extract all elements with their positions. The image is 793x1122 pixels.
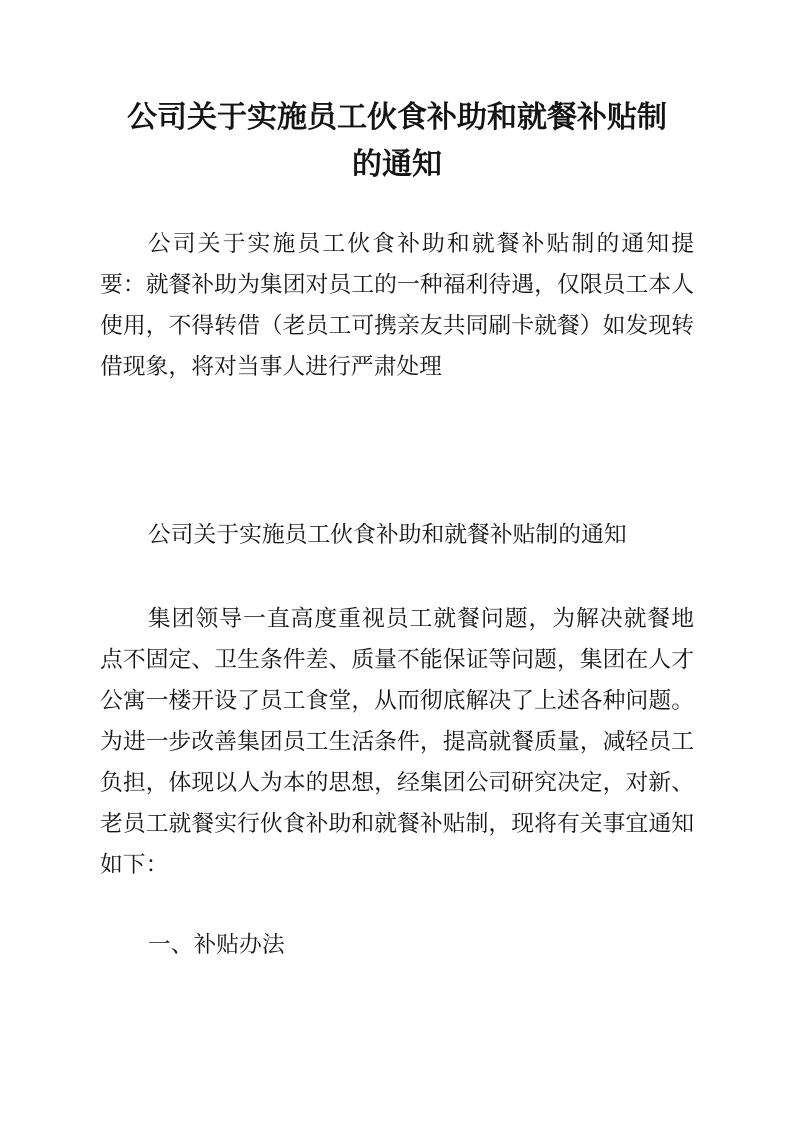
body-paragraph: 集团领导一直高度重视员工就餐问题，为解决就餐地点不固定、卫生条件差、质量不能保证等问题，集团在人才公寓一楼开设了员工食堂，从而彻底解决了上述各种问题。为进一步改善集团员工生活条件，提高就餐质量，减轻员工负担，体现以人为本的思想，经集团公司研究决定，对新、老员工就餐实行伙食补助和就餐补贴制，现将有关事宜通知如下： bbox=[100, 606, 694, 877]
summary-paragraph: 公司关于实施员工伙食补助和就餐补贴制的通知提要：就餐补助为集团对员工的一种福利待遇，仅限员工本人使用，不得转借（老员工可携亲友共同刷卡就餐）如发现转借现象，将对当事人进行严肃处理 bbox=[100, 231, 694, 379]
document-title bbox=[100, 94, 694, 188]
document-title-line2: 的通知 bbox=[352, 148, 442, 181]
body-title: 公司关于实施员工伙食补助和就餐补贴制的通知 bbox=[147, 522, 627, 547]
section-heading: 一、补贴办法 bbox=[147, 932, 285, 957]
document-title-line1: 公司关于实施员工伙食补助和就餐补贴制 bbox=[127, 101, 667, 134]
